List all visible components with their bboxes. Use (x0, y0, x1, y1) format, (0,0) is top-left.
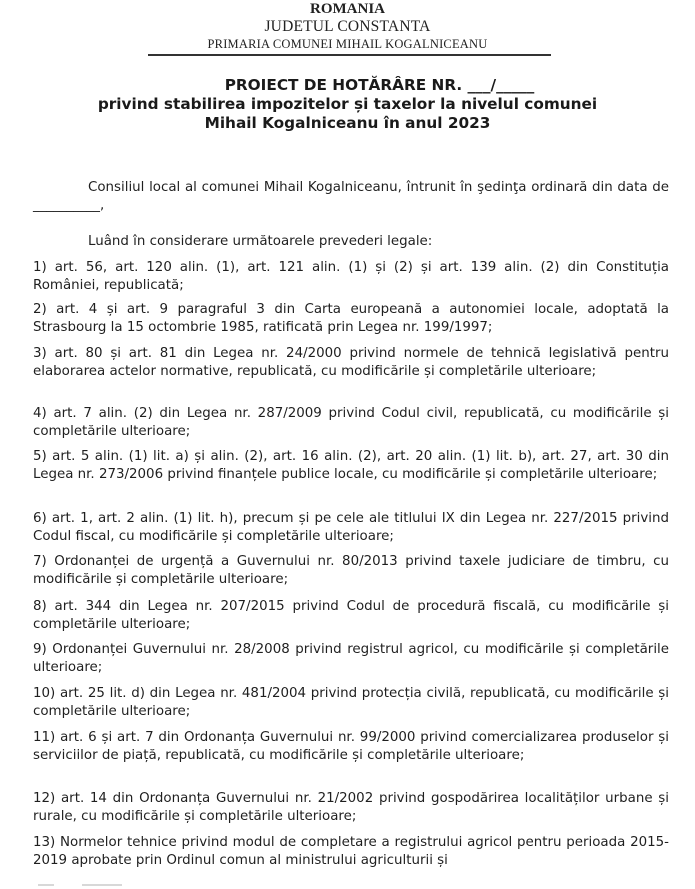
header-county: JUDETUL CONSTANTA (264, 18, 431, 35)
provision-item: 4) art. 7 alin. (2) din Legea nr. 287/2009 privind Codul civil, republicată, cu modificările și completările ulterioare; (33, 406, 669, 439)
page-bottom-mark (82, 884, 122, 886)
provision-item: 6) art. 1, art. 2 alin. (1) lit. h), precum și pe cele ale titlului IX din Legea nr. 227/2015 privind Codul fiscal, cu modificările și completările ulterioare; (33, 511, 669, 544)
document-subtitle-line1: privind stabilirea impozitelor și taxelor la nivelul comunei (97, 95, 598, 113)
document-subtitle-line2: Mihail Kogalniceanu în anul 2023 (204, 114, 491, 132)
provision-item: 10) art. 25 lit. d) din Legea nr. 481/2004 privind protecția civilă, republicată, cu modificările și completările ulterioare; (33, 686, 669, 719)
header-country: ROMANIA (310, 1, 385, 17)
provision-item: 3) art. 80 și art. 81 din Legea nr. 24/2000 privind normele de tehnică legislativă pentru elaborarea actelor normative, republicată, cu modificările și completările ulterioare; (33, 346, 669, 379)
provision-item: 1) art. 56, art. 120 alin. (1), art. 121 alin. (1) și (2) și art. 139 alin. (2) din Constituția României, republicată; (33, 260, 669, 293)
council-intro-paragraph: Consiliul local al comunei Mihail Kogalniceanu, întrunit în şedinţa ordinară din data de __________, (33, 180, 669, 213)
provision-item: 5) art. 5 alin. (1) lit. a) și alin. (2), art. 16 alin. (2), art. 20 alin. (1) lit. b), art. 27, art. 30 din Legea nr. 273/2006 privind finanțele publice locale, cu modificările și completările ulterioare; (33, 449, 669, 482)
provision-item: 12) art. 14 din Ordonanța Guvernului nr. 21/2002 privind gospodărirea localităților urbane și rurale, cu modificările și completările ulterioare; (33, 791, 669, 824)
header-institution: PRIMARIA COMUNEI MIHAIL KOGALNICEANU (207, 37, 488, 51)
document-title: PROIECT DE HOTĂRÂRE NR. ___/_____ (224, 76, 535, 94)
provision-item: 2) art. 4 și art. 9 paragraful 3 din Carta europeană a autonomiei locale, adoptată la Strasbourg la 15 octombrie 1985, ratificată prin Legea nr. 199/1997; (33, 302, 669, 335)
provision-item: 13) Normelor tehnice privind modul de completare a registrului agricol pentru perioada 2015-2019 aprobate prin Ordinul comun al ministrului agriculturii și (33, 835, 669, 868)
provision-item: 11) art. 6 și art. 7 din Ordonanța Guvernului nr. 99/2000 privind comercializarea produselor și serviciilor de piață, republicată, cu modificările și completările ulterioare; (33, 730, 669, 763)
provision-item: 7) Ordonanței de urgență a Guvernului nr. 80/2013 privind taxele judiciare de timbru, cu modificările și completările ulterioare; (33, 554, 669, 587)
page-bottom-mark (38, 884, 54, 886)
header-divider (148, 54, 551, 56)
provision-item: 9) Ordonanței Guvernului nr. 28/2008 privind registrul agricol, cu modificările și completările ulterioare; (33, 642, 669, 675)
considering-paragraph: Luând în considerare următoarele prevederi legale: (88, 234, 433, 249)
provision-item: 8) art. 344 din Legea nr. 207/2015 privind Codul de procedură fiscală, cu modificările și completările ulterioare; (33, 599, 669, 632)
